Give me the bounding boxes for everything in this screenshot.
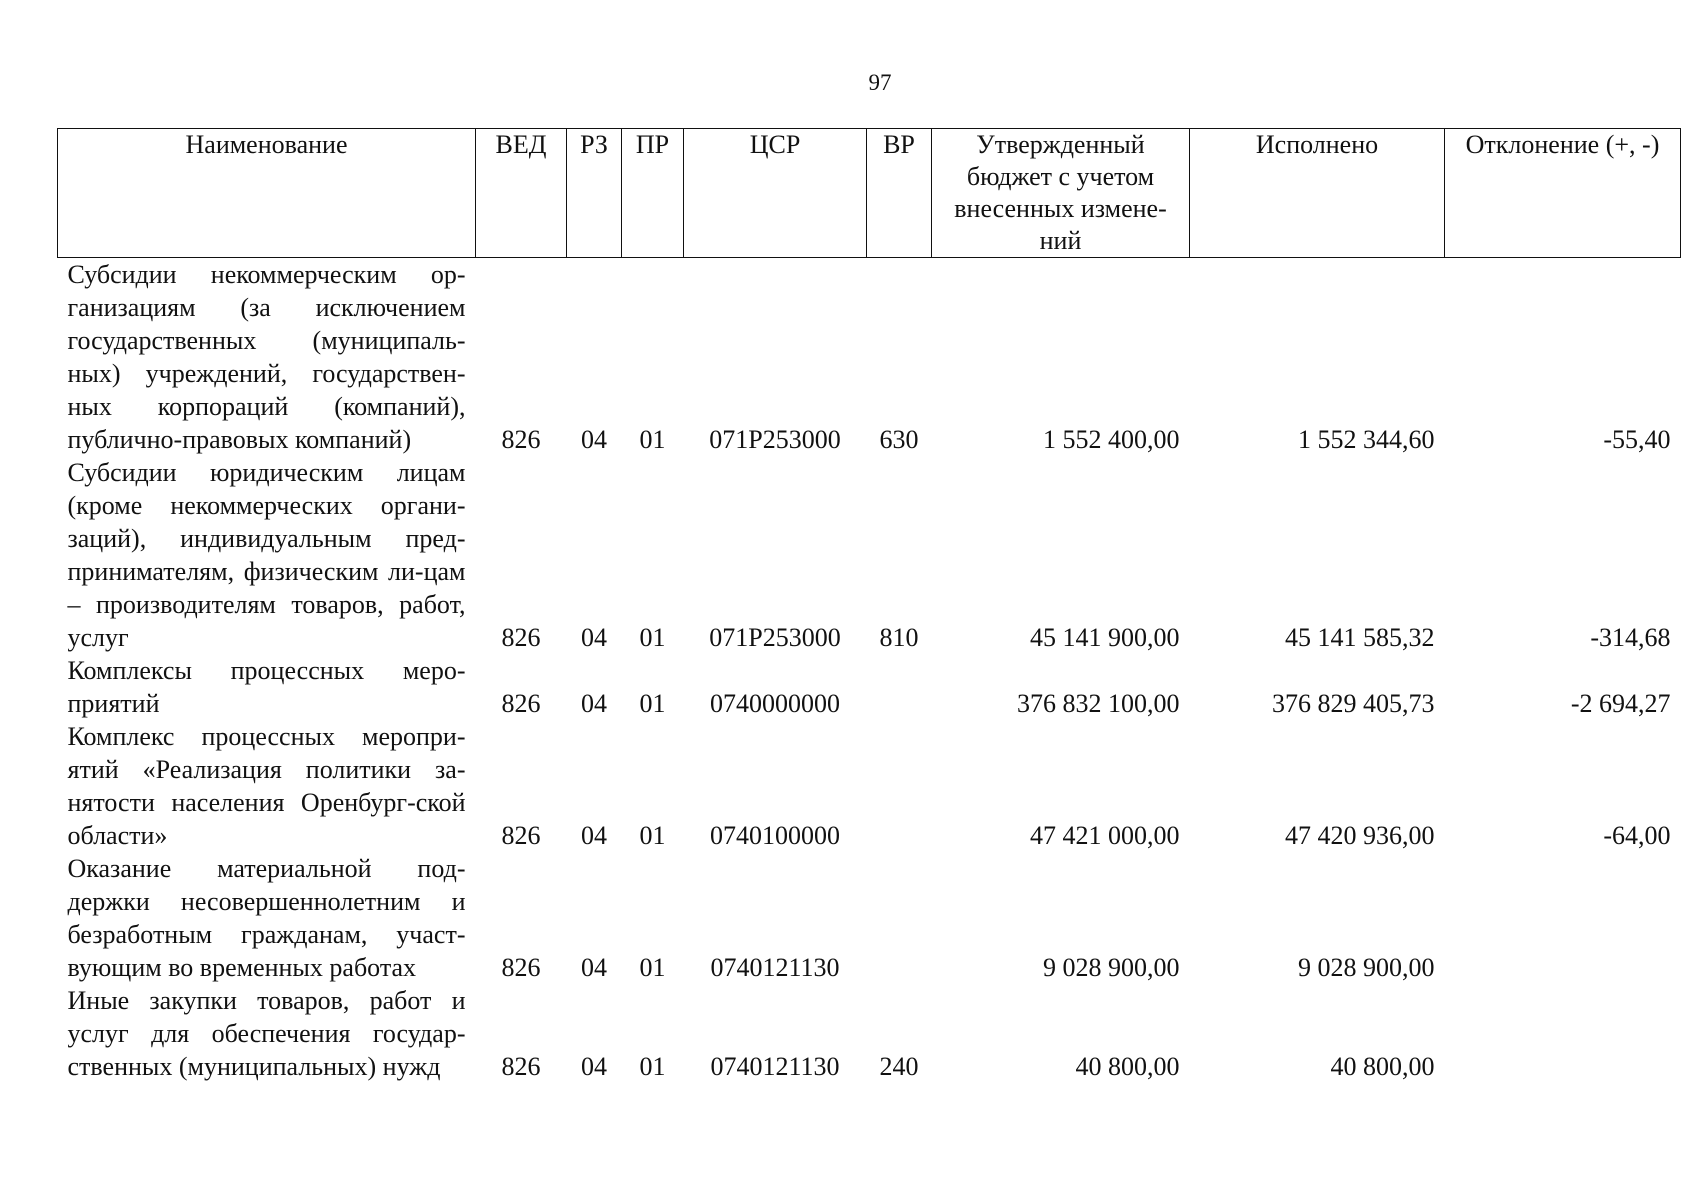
row-executed: 40 800,00 [1330, 1052, 1435, 1081]
header-vr: ВР [867, 129, 932, 258]
row-vr [867, 852, 932, 984]
table-row [58, 654, 1681, 720]
row-deviation: -64,00 [1603, 821, 1671, 850]
row-ved: 826 [501, 425, 541, 454]
row-name: Иные закупки товаров, работ и услуг для обеспечения государ-ственных (муниципальных) нужд [67, 986, 466, 1081]
row-vr: 630 [879, 425, 919, 454]
row-rz: 04 [581, 953, 607, 982]
page-number: 97 [868, 70, 892, 95]
row-approved: 47 421 000,00 [1030, 821, 1180, 850]
row-ved: 826 [501, 689, 541, 718]
row-name: Оказание материальной под-держки несовершеннолетним и безработным гражданам, участ-вующим во временных работах [67, 854, 466, 982]
row-executed: 47 420 936,00 [1285, 821, 1435, 850]
row-approved: 376 832 100,00 [1017, 689, 1180, 718]
budget-execution-table [57, 128, 1681, 1083]
row-csr: 0740000000 [710, 689, 840, 718]
table-row [58, 852, 1681, 984]
header-deviation: Отклонение (+, -) [1445, 129, 1681, 258]
row-executed: 45 141 585,32 [1285, 623, 1435, 652]
row-csr: 0740121130 [710, 1052, 840, 1081]
row-deviation [1445, 852, 1681, 984]
header-approved-budget: Утвержденный бюджет с учетом внесенных измене-ний [932, 129, 1190, 258]
row-approved: 1 552 400,00 [1043, 425, 1180, 454]
header-rz: РЗ [567, 129, 622, 258]
row-rz: 04 [581, 425, 607, 454]
row-approved: 40 800,00 [1075, 1052, 1180, 1081]
header-ved: ВЕД [476, 129, 567, 258]
row-rz: 04 [581, 689, 607, 718]
row-name: Комплексы процессных меро-приятий [67, 656, 466, 718]
table-row [58, 720, 1681, 852]
header-executed: Исполнено [1190, 129, 1445, 258]
row-pr: 01 [639, 953, 666, 982]
header-csr: ЦСР [684, 129, 867, 258]
row-rz: 04 [581, 821, 607, 850]
table-row [58, 258, 1681, 457]
row-ved: 826 [501, 623, 541, 652]
row-name: Комплекс процессных меропри-ятий «Реализация политики за-нятости населения Оренбург-ской области» [67, 722, 466, 850]
row-executed: 376 829 405,73 [1272, 689, 1435, 718]
row-vr [867, 720, 932, 852]
row-rz: 04 [581, 623, 607, 652]
table-header-row [58, 129, 1681, 258]
table-row [58, 456, 1681, 654]
row-csr: 071P253000 [709, 623, 841, 652]
row-executed: 1 552 344,60 [1298, 425, 1435, 454]
row-name: Субсидии некоммерческим ор-ганизациям (за исключением государственных (муниципаль-ных) учреждений, государствен-ных корпораций (компаний), публично-правовых компаний) [67, 260, 466, 454]
row-vr: 240 [879, 1052, 919, 1081]
row-pr: 01 [639, 623, 666, 652]
row-approved: 9 028 900,00 [1043, 953, 1180, 982]
table-row [58, 984, 1681, 1083]
row-pr: 01 [639, 1052, 666, 1081]
row-deviation: -2 694,27 [1570, 689, 1671, 718]
row-pr: 01 [639, 821, 666, 850]
row-executed: 9 028 900,00 [1298, 953, 1435, 982]
row-name: Субсидии юридическим лицам (кроме некоммерческих органи-заций), индивидуальным пред-принимателям, физическим ли-цам – производителям товаров, работ, услуг [67, 458, 466, 652]
row-pr: 01 [639, 689, 666, 718]
row-csr: 0740121130 [710, 953, 840, 982]
row-ved: 826 [501, 821, 541, 850]
row-csr: 071P253000 [709, 425, 841, 454]
row-deviation: -55,40 [1603, 425, 1671, 454]
row-vr: 810 [879, 623, 919, 652]
row-deviation [1445, 984, 1681, 1083]
row-deviation: -314,68 [1590, 623, 1671, 652]
row-pr: 01 [639, 425, 666, 454]
row-approved: 45 141 900,00 [1030, 623, 1180, 652]
row-ved: 826 [501, 953, 541, 982]
header-name: Наименование [58, 129, 476, 258]
row-ved: 826 [501, 1052, 541, 1081]
row-csr: 0740100000 [710, 821, 840, 850]
row-rz: 04 [581, 1052, 607, 1081]
header-pr: ПР [622, 129, 684, 258]
row-vr [867, 654, 932, 720]
